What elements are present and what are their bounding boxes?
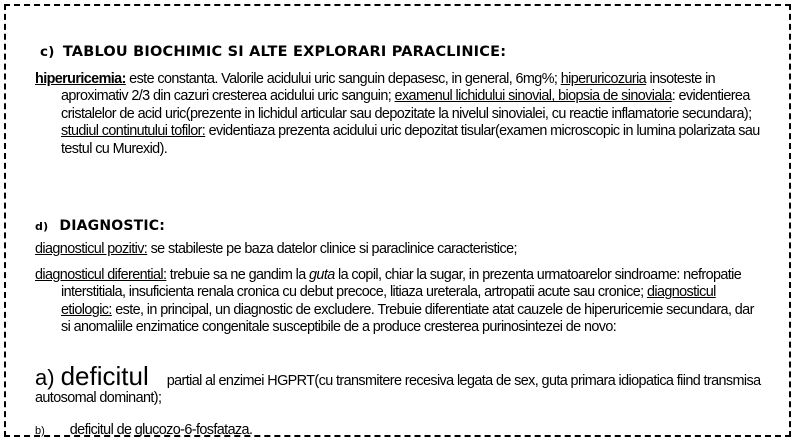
list-item-b-text: deficitul de glucozo-6-fosfataza. (69, 422, 253, 438)
text-examen-sinovial: : evidentierea cristalelor de acid uric(prezente in lichidul articular sau depozitate la nivelul sinovialei, cu reactie inflamatorie secundara); (61, 88, 752, 122)
text-diagnostic-pozitiv: se stabileste pe baza datelor clinice si paraclinice caracteristice; (147, 241, 517, 257)
list-item-a (35, 361, 775, 408)
text-studiul-tofilor: evidentiaza prezenta acidului uric depozitat tisular(examen microscopic in lumina polarizata sau testul cu Murexid). (61, 123, 760, 157)
text-diagnostic-diferential-2: la copil, chiar la sugar, in prezenta urmatoarelor sindroame: nefropatie interstitiala, insuficienta renala cronica cu debut precoce, litiaza ureterala, artropatii acute sau cronice; (61, 267, 742, 301)
section-c-heading (40, 44, 506, 60)
term-diagnostic-etiologic: diagnosticul etiologic: (61, 284, 716, 318)
text-guta-italic: guta (309, 267, 335, 283)
list-item-a-lead: deficitul (60, 361, 149, 391)
text-diagnostic-diferential-1: trebuie sa ne gandim la (166, 267, 310, 283)
text-hiperuricemia: este constanta. Valorile acidului uric sanguin depasesc, in general, 6mg%; (125, 71, 558, 87)
list-marker-a: a) (35, 365, 55, 390)
paraclinic-paragraph (35, 71, 765, 158)
section-c-title: TABLOU BIOCHIMIC SI ALTE EXPLORARI PARACLINICE: (62, 44, 507, 60)
text-diagnostic-etiologic: este, in principal, un diagnostic de excludere. Trebuie diferentiate atat cauzele de hiperuricemie secundara, dar si anomaliile enzimatice congenitale susceptibile de a produce cresterea purinosintezei de novo: (61, 301, 754, 336)
list-item-b (35, 422, 252, 438)
section-d-heading (35, 218, 165, 234)
term-hiperuricozuria: hiperuricozuria (560, 71, 647, 87)
term-examen-sinovial: examenul lichidului sinovial, biopsia de sinoviala (394, 88, 672, 105)
list-item-a-text: partial al enzimei HGPRT(cu transmitere recesiva legata de sex, guta primara idiopatica fiind transmisa autosomal dominant); (35, 373, 761, 407)
term-studiul-tofilor: studiul continutului tofilor: (61, 123, 206, 140)
text-hiperuricozuria: insoteste in aproximativ 2/3 din cazuri cresterea acidului uric sanguin; (61, 71, 716, 105)
list-marker-b: b) (35, 425, 45, 437)
term-diagnostic-diferential: diagnosticul diferential: (35, 267, 167, 283)
term-hiperuricemia: hiperuricemia: (35, 71, 126, 87)
diagnostic-diferential-paragraph (35, 267, 765, 337)
term-diagnostic-pozitiv: diagnosticul pozitiv: (35, 241, 148, 257)
section-d-tag: d) (35, 220, 49, 233)
section-c-tag: c) (40, 44, 55, 60)
section-d-title: DIAGNOSTIC: (59, 218, 166, 234)
diagnostic-pozitiv-paragraph (35, 241, 765, 258)
